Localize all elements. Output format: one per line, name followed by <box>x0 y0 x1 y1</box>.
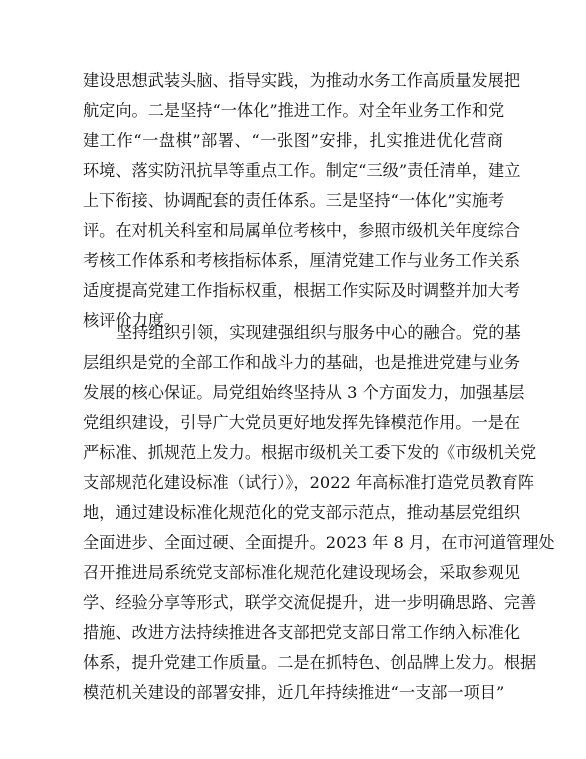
text-line: 层组织是党的全部工作和战斗力的基础，也是推进党建与业务 <box>83 353 521 372</box>
body-paragraph <box>83 318 555 708</box>
text-line: 环境、落实防汛抗旱等重点工作。制定“三级”责任清单，建立 <box>83 161 521 180</box>
text-line: 适度提高党建工作指标权重，根据工作实际及时调整并加大考 <box>83 281 521 300</box>
text-line: 发展的核心保证。局党组始终坚持从 3 个方面发力，加强基层 <box>83 383 525 402</box>
text-line: 建工作“一盘棋”部署、“一张图”安排，扎实推进优化营商 <box>83 131 503 150</box>
text-line: 地，通过建设标准化规范化的党支部示范点，推动基层党组织 <box>83 503 521 522</box>
text-line: 措施、改进方法持续推进各支部把党支部日常工作纳入标准化 <box>83 623 521 642</box>
text-line: 上下衔接、协调配套的责任体系。三是坚持“一体化”实施考 <box>83 191 505 210</box>
text-line: 航定向。二是坚持“一体化”推进工作。对全年业务工作和党 <box>83 101 505 120</box>
text-line: 严标准、抓规范上发力。根据市级机关工委下发的《市级机关党 <box>83 443 537 462</box>
text-line: 支部规范化建设标准（试行）》，2022 年高标准打造党员教育阵 <box>83 473 535 492</box>
text-line: 建设思想武装头脑、指导实践，为推动水务工作高质量发展把 <box>83 71 521 90</box>
body-paragraph <box>83 66 521 336</box>
text-line: 召开推进局系统党支部标准化规范化建设现场会，采取参观见 <box>83 563 521 582</box>
text-line: 体系，提升党建工作质量。二是在抓特色、创品牌上发力。根据 <box>83 653 537 672</box>
text-line: 学、经验分享等形式，联学交流促提升，进一步明确思路、完善 <box>83 593 537 612</box>
text-line: 模范机关建设的部署安排，近几年持续推进“一支部一项目” <box>83 683 505 702</box>
text-line: 坚持组织引领，实现建强组织与服务中心的融合。党的基 <box>116 323 521 342</box>
text-line: 核评价力度。 <box>83 311 181 330</box>
text-line: 全面进步、全面过硬、全面提升。2023 年 8 月，在市河道管理处 <box>83 533 555 552</box>
text-line: 评。在对机关科室和局属单位考核中，参照市级机关年度综合 <box>83 221 521 240</box>
text-line: 党组织建设，引导广大党员更好地发挥先锋模范作用。一是在 <box>83 413 521 432</box>
text-line: 考核工作体系和考核指标体系，厘清党建工作与业务工作关系 <box>83 251 521 270</box>
